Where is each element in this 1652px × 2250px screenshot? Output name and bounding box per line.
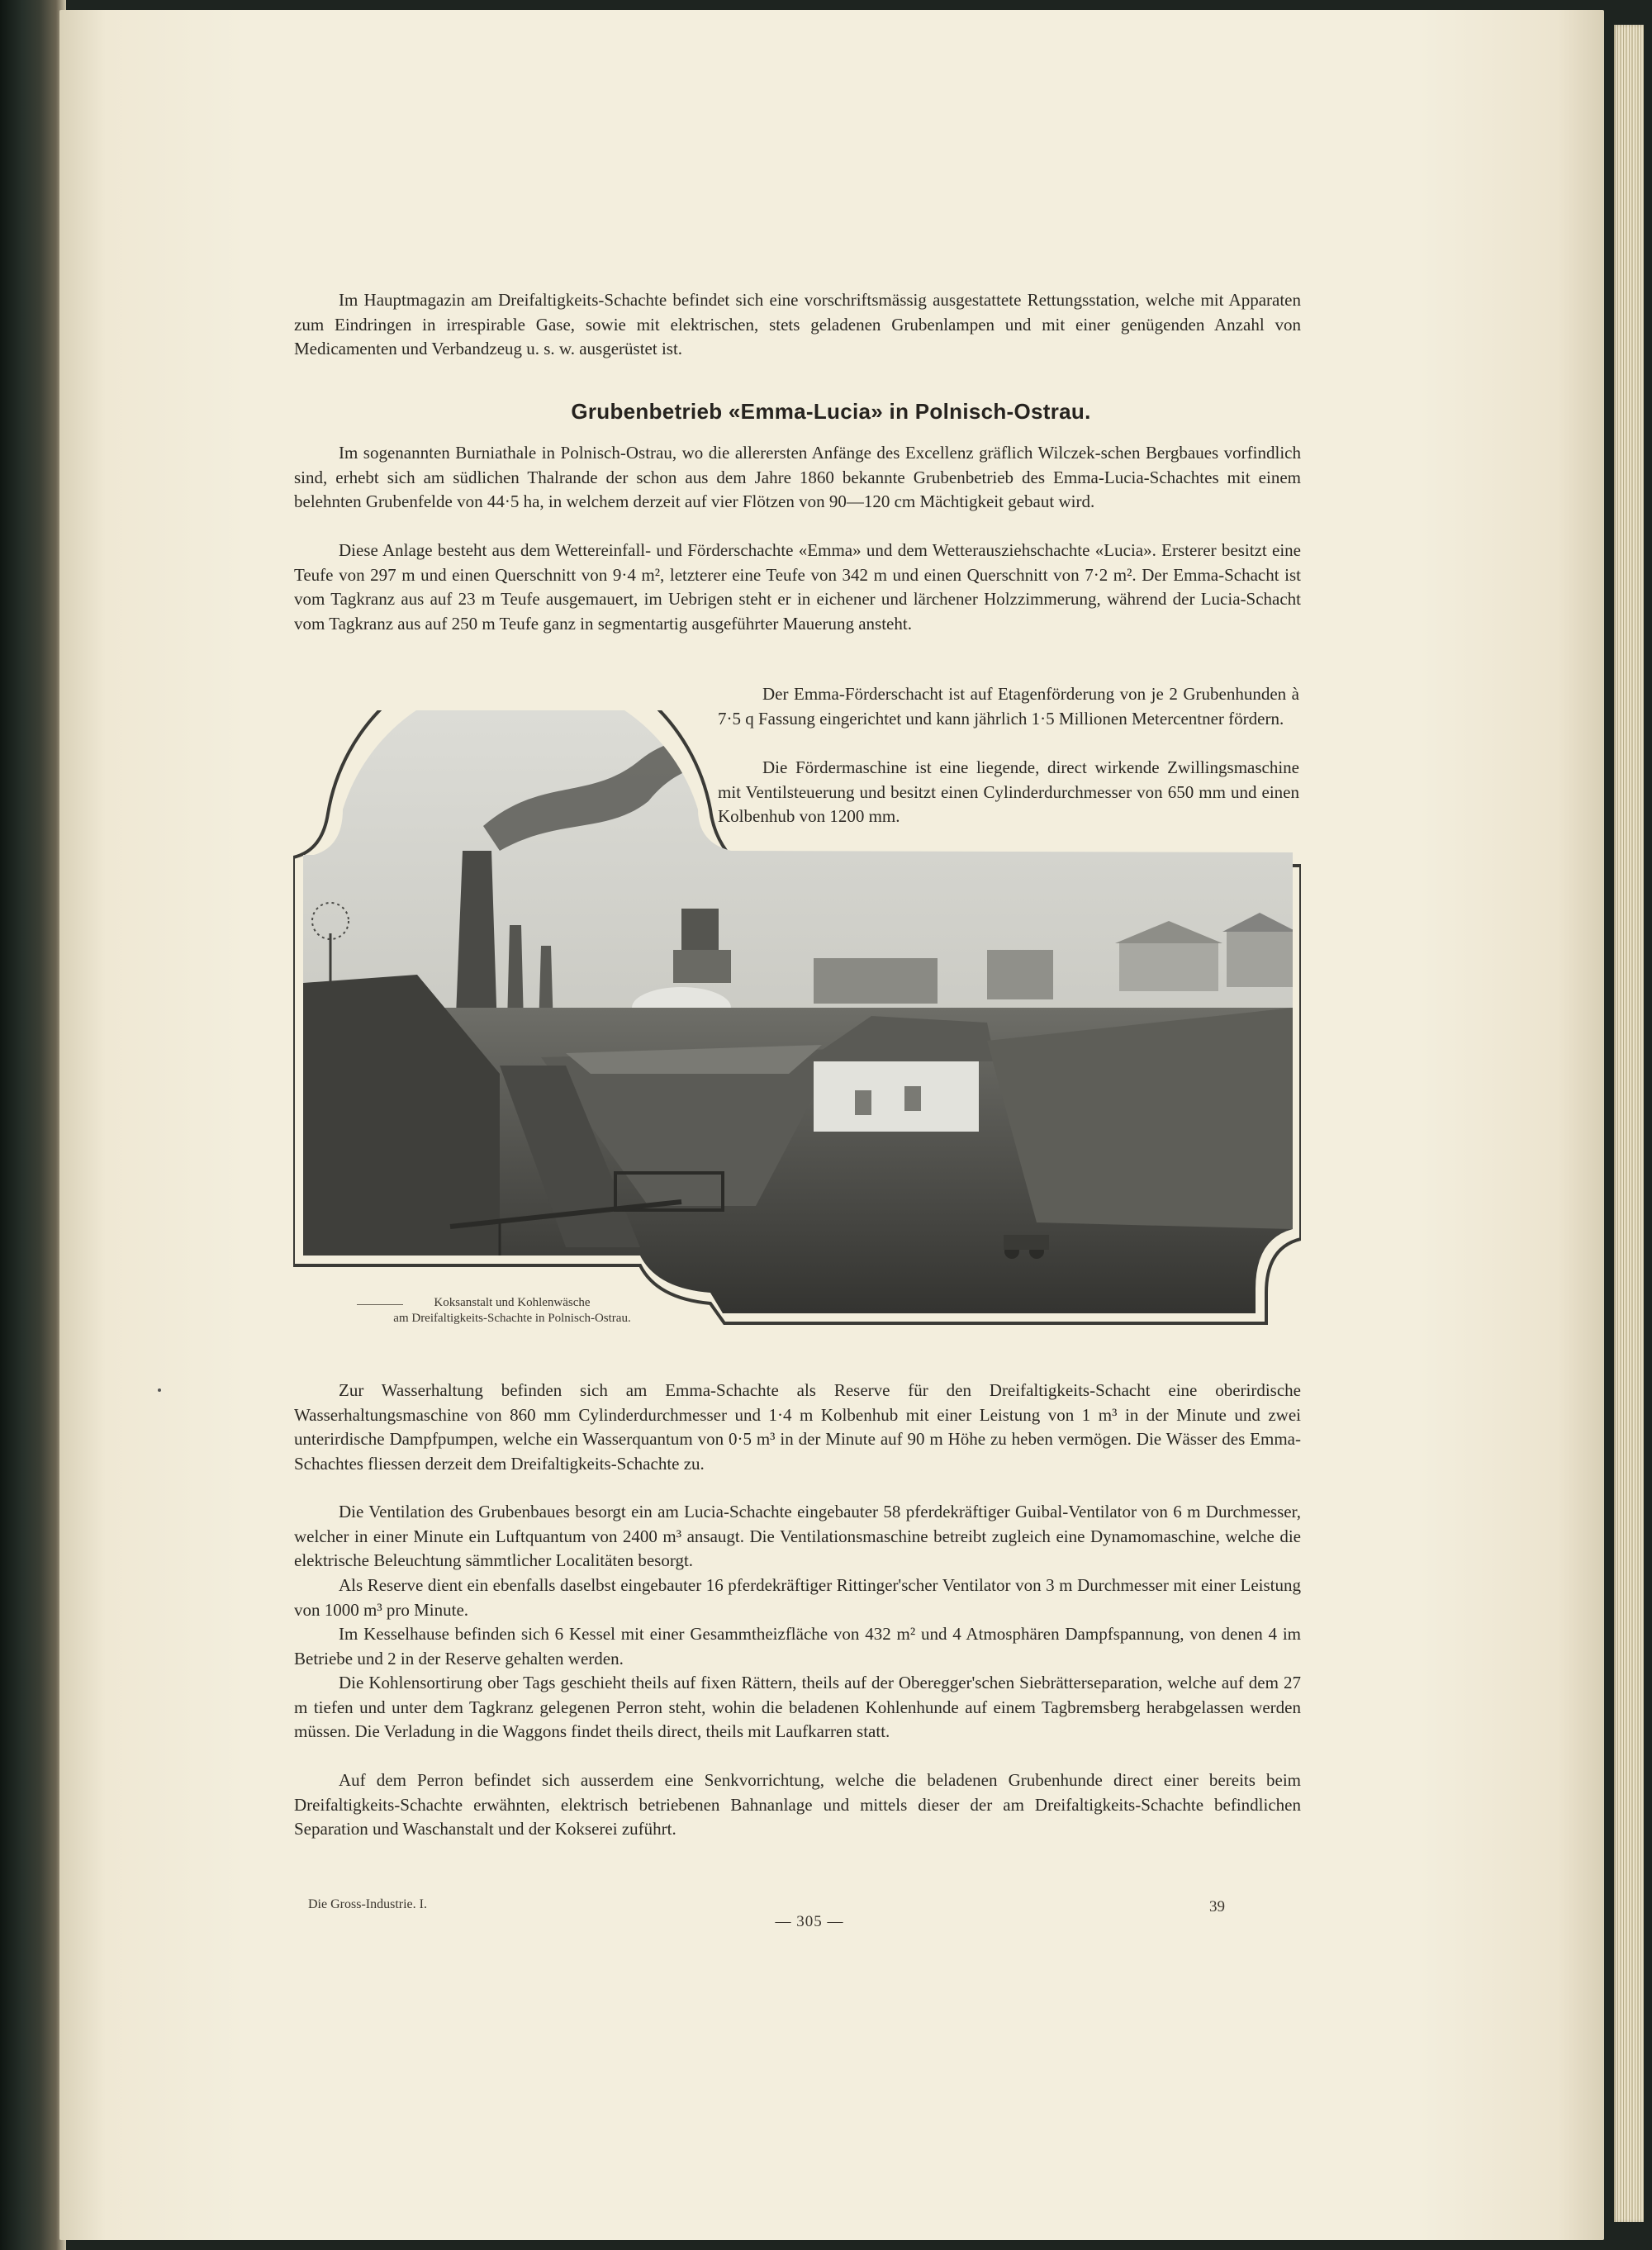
paragraph-ventilation: Die Ventilation des Grubenbaues besorgt ein am Lucia-Schachte eingebauter 58 pferdekräftiger Guibal-Ventilator von 6 m Durchmesser, welcher in einer Minute ein Luftquantum von 2400 m³ ansaugt. Die Ventilationsmaschine betreibt zugleich eine Dynamomaschine, welche die elektrische Beleuchtung sämmtlicher Localitäten besorgt. <box>294 1502 1301 1570</box>
paragraph-anlage: Diese Anlage besteht aus dem Wettereinfall- und Förderschachte «Emma» und dem Wetterausziehschachte «Lucia». Ersterer besitzt eine Teufe von 297 m und einen Querschnitt von 9·4 m², letzterer eine Teufe von 342 m und einen Querschnitt von 7·2 m². Der Emma-Schacht ist vom Tagkranz aus auf 23 m Teufe ausgemauert, im Uebrigen steht er in eichener und lärchener Holzzimmerung, während der Lucia-Schacht vom Tagkranz aus auf 250 m Teufe ganz in segmentartig ausgeführter Mauerung ansteht. <box>294 540 1301 634</box>
page-number: — 305 — <box>775 1913 844 1930</box>
paragraph-foerdermaschine: Die Fördermaschine ist eine liegende, direct wirkende Zwillingsmaschine mit Ventilsteuerung und besitzt einen Cylinderdurchmesser von 650 mm und einen Kolbenhub von 1200 mm. <box>718 757 1299 826</box>
page-edges <box>1614 25 1644 2222</box>
caption-line-1: Koksanstalt und Kohlenwäsche <box>434 1296 591 1309</box>
footer-sheet-number: 39 <box>1209 1898 1225 1915</box>
caption-line-2: am Dreifaltigkeits-Schachte in Polnisch-Ostrau. <box>393 1312 631 1325</box>
coking-plant-illustration <box>293 710 1301 1338</box>
paragraph-burniathale: Im sogenannten Burniathale in Polnisch-Ostrau, wo die allerersten Anfänge des Excellenz gräflich Wilczek-schen Bergbaues vorfindlich sind, erhebt sich am südlichen Thalrande der schon aus dem Jahre 1860 bekannte Grubenbetrieb des Emma-Lucia-Schachtes mit einem belehnten Grubenfelde von 44·5 ha, in welchem derzeit auf vier Flötzen von 90—120 cm Mächtigkeit gebaut wird. <box>294 443 1301 511</box>
margin-mark <box>158 1388 161 1392</box>
footer-signature: Die Gross-Industrie. I. <box>308 1897 427 1911</box>
book-spine <box>0 0 66 2250</box>
paragraph-reserve-ventilator: Als Reserve dient ein ebenfalls daselbst eingebauter 16 pferdekräftiger Rittinger'scher Ventilator von 3 m Durchmesser mit einer Leistung von 1000 m³ pro Minute. <box>294 1575 1301 1620</box>
paragraph-perron: Auf dem Perron befindet sich ausserdem eine Senkvorrichtung, welche die beladenen Grubenhunde direct einer bereits beim Dreifaltigkeits-Schachte erwähnten, elektrisch betriebenen Bahnanlage und mittels dieser der am Dreifaltigkeits-Schachte befindlichen Separation und Waschanstalt und der Kokserei zuführt. <box>294 1770 1301 1839</box>
paragraph-rettungsstation: Im Hauptmagazin am Dreifaltigkeits-Schachte befindet sich eine vorschriftsmässig ausgestattete Rettungsstation, welche mit Apparaten zum Eindringen in irrespirable Gase, sowie mit elektrischen, stets geladenen Grubenlampen und mit einer genügenden Anzahl von Medicamenten und Verbandzeug u. s. w. ausgerüstet ist. <box>294 290 1301 358</box>
paragraph-kesselhaus: Im Kesselhause befinden sich 6 Kessel mit einer Gesammtheizfläche von 432 m² und 4 Atmosphären Dampfspannung, von denen 4 im Betriebe und 2 in der Reserve gehalten werden. <box>294 1624 1301 1669</box>
paragraph-kohlensortirung: Die Kohlensortirung ober Tags geschieht theils auf fixen Rättern, theils auf der Oberegger'schen Siebrätterseparation, welche auf dem 27 m tiefen und unter dem Tagkranz gelegenen Perron steht, wohin die beladenen Kohlenhunde auf einem Tagbremsberg herabgelassen werden müssen. Die Verladung in die Waggons findet theils direct, theils mit Laufkarren statt. <box>294 1673 1301 1741</box>
section-heading: Grubenbetrieb «Emma-Lucia» in Polnisch-Ostrau. <box>571 399 1091 424</box>
paragraph-foerderschacht: Der Emma-Förderschacht ist auf Etagenförderung von je 2 Grubenhunden à 7·5 q Fassung eingerichtet und kann jährlich 1·5 Millionen Metercentner fördern. <box>718 684 1299 729</box>
paragraph-wasserhaltung: Zur Wasserhaltung befinden sich am Emma-Schachte als Reserve für den Dreifaltigkeits-Schacht eine oberirdische Wasserhaltungsmaschine von 860 mm Cylinderdurchmesser und 1·4 m Kolbenhub mit einer Leistung von 1 m³ in der Minute und zwei unterirdische Dampfpumpen, welche ein Wasserquantum von 0·5 m³ in der Minute auf 90 m Höhe zu heben vermögen. Die Wässer des Emma-Schachtes fliessen derzeit dem Dreifaltigkeits-Schachte zu. <box>294 1380 1301 1474</box>
figure-caption <box>347 1295 677 1327</box>
